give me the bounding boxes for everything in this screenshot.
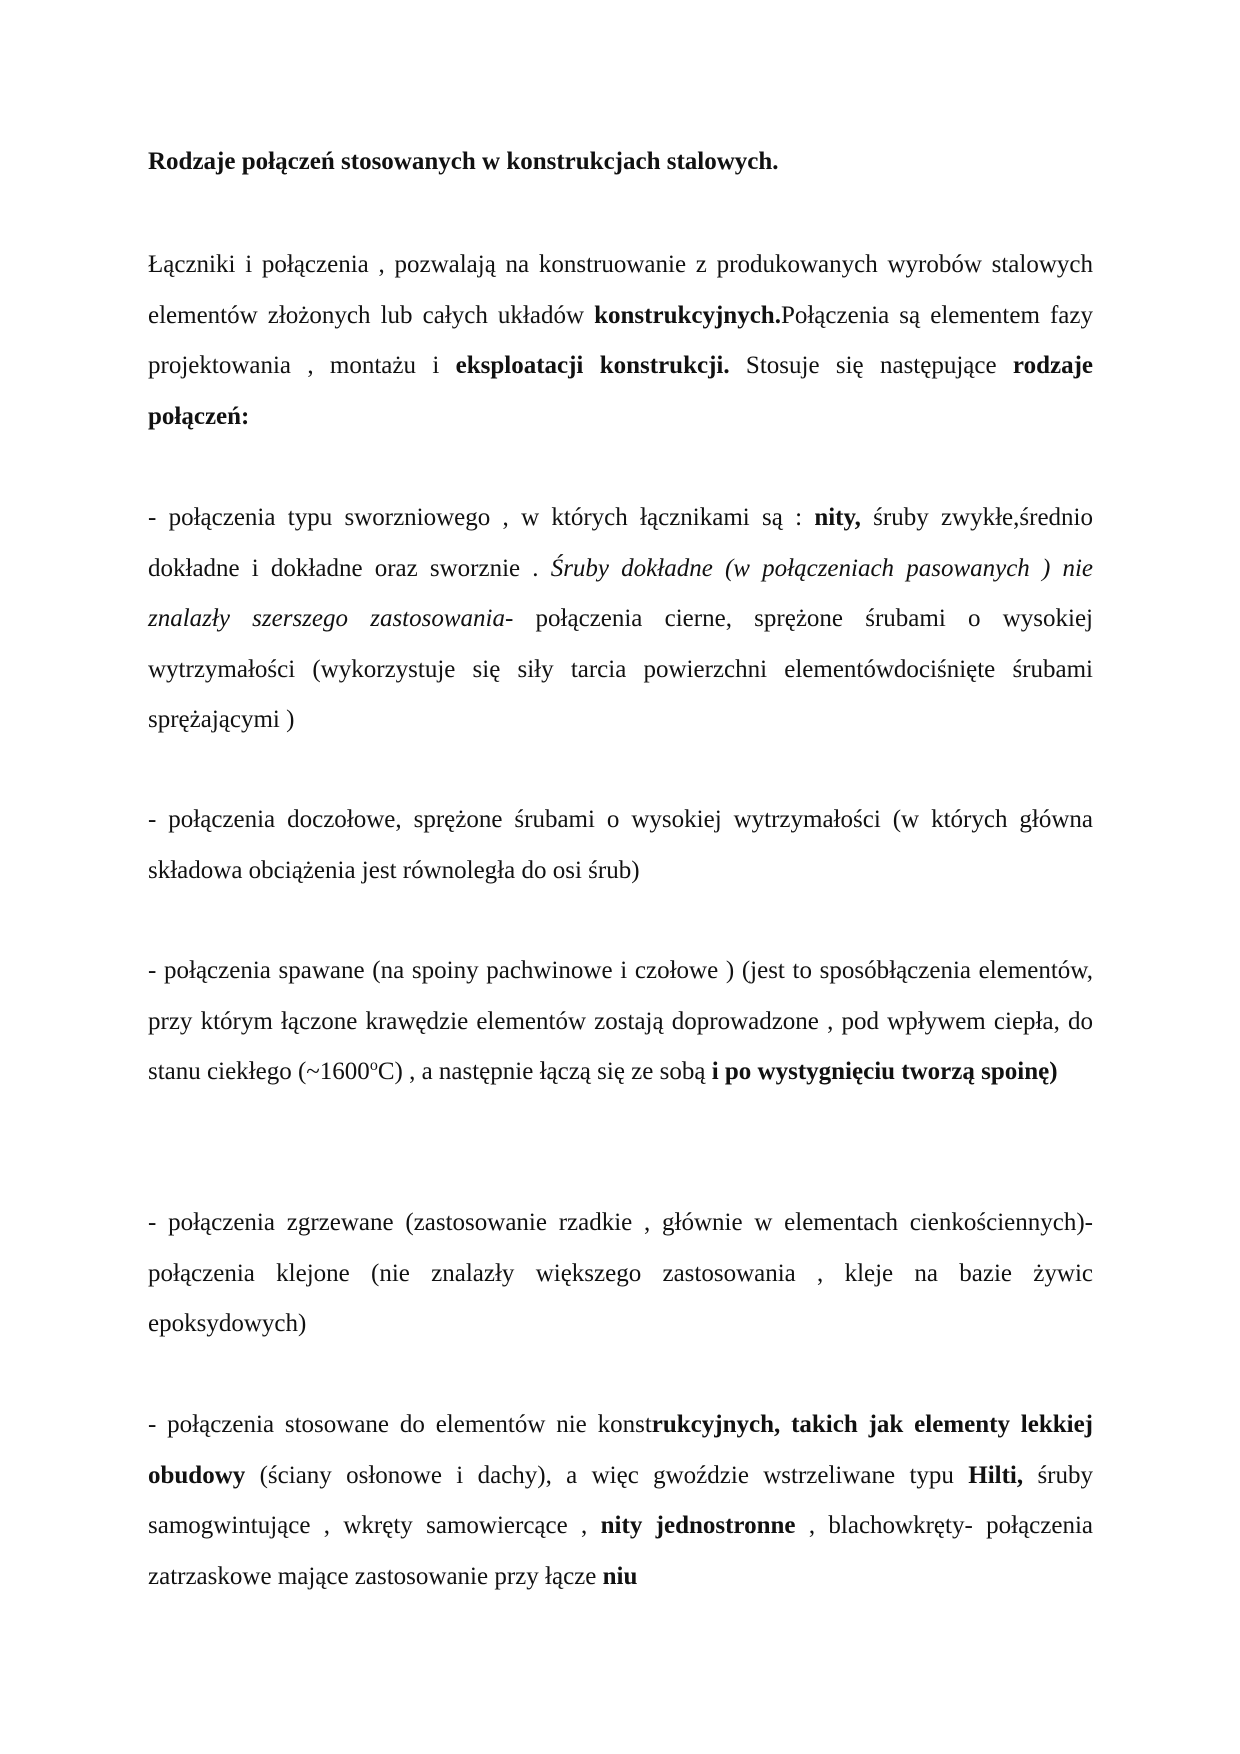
text-run: śruby zwykłe,średnio dokładne i dokładne oraz sworznie . <box>148 504 1094 582</box>
text-run-bold: eksploatacji konstrukcji. <box>455 352 730 379</box>
document-title: Rodzaje połączeń stosowanych w konstrukcjach stalowych. <box>148 148 779 175</box>
text-run: (ściany osłonowe i dachy), a więc gwoździe wstrzeliwane typu <box>245 1461 969 1489</box>
text-run-bold: i po wystygnięciu tworzą spoinę) <box>711 1058 1058 1085</box>
text-run: Stosuje się następujące <box>729 352 1013 379</box>
paragraph-sworzniowe <box>148 493 1093 746</box>
text-run: połączenia cierne, sprężone śrubami o wysokiej wytrzymałości (wykorzystuje się siły tarcia powierzchni elementówdociśnięte śrubami sprężającymi ) <box>148 605 1093 733</box>
text-run-bold: Hilti, <box>968 1461 1024 1489</box>
text-run-italic: Śruby dokładne <box>550 554 713 582</box>
text-run: Łączniki i połączenia , pozwalają na konstruowanie z produkowanych wyrobów stalowych elementów złożonych lub całych układów <box>148 251 1093 329</box>
text-run: C) , a następnie łączą się ze sobą <box>377 1058 712 1085</box>
paragraph-intro <box>148 240 1093 442</box>
text-run-bold: rodzaje połączeń: <box>148 352 1093 430</box>
degree-superscript: o <box>369 1057 378 1074</box>
paragraph-zgrzewane <box>148 1198 1093 1350</box>
text-run: - połączenia spawane (na spoiny pachwinowe i czołowe ) (jest to sposóbłączenia elementów, przy którym łączone krawędzie elementów zostają doprowadzone , pod wpływem ciepła, do stanu ciekłego (~1600 <box>148 957 1093 1085</box>
text-run-bold: niu <box>602 1562 638 1590</box>
paragraph-doczolowe <box>148 795 1093 896</box>
text-run: śruby samogwintujące , wkręty samowiercące , <box>148 1461 1093 1539</box>
text-run-bold: nity jednostronne <box>600 1512 796 1539</box>
text-run-bold: konstrukcyjnych. <box>594 301 781 329</box>
text-run: - połączenia stosowane do elementów nie konst <box>148 1411 652 1438</box>
text-run: - połączenia doczołowe, sprężone śrubami o wysokiej wytrzymałości (w których główna składowa obciążenia jest równoległa do osi śrub) <box>148 806 1093 884</box>
text-run-italic: (w połączeniach pasowanych ) nie znalazły szerszego zastosowania- <box>148 554 1093 632</box>
paragraph-spawane <box>148 946 1093 1098</box>
text-run: Połączenia są elementem fazy projektowania , montażu i <box>148 301 1093 379</box>
text-run: - połączenia zgrzewane (zastosowanie rzadkie , głównie w elementach cienkościennych)- połączenia klejone (nie znalazły większego zastosowania , kleje na bazie żywic epoksydowych) <box>148 1209 1093 1337</box>
text-run: , blachowkręty- połączenia zatrzaskowe mające zastosowanie przy łącze <box>148 1512 1093 1590</box>
text-run-bold: nity, <box>814 504 861 531</box>
text-run: - połączenia typu sworzniowego , w których łącznikami są : <box>148 504 815 531</box>
paragraph-niekonstrukcyjne <box>148 1400 1093 1602</box>
text-run-bold: rukcyjnych, takich jak elementy lekkiej obudowy <box>148 1411 1093 1489</box>
